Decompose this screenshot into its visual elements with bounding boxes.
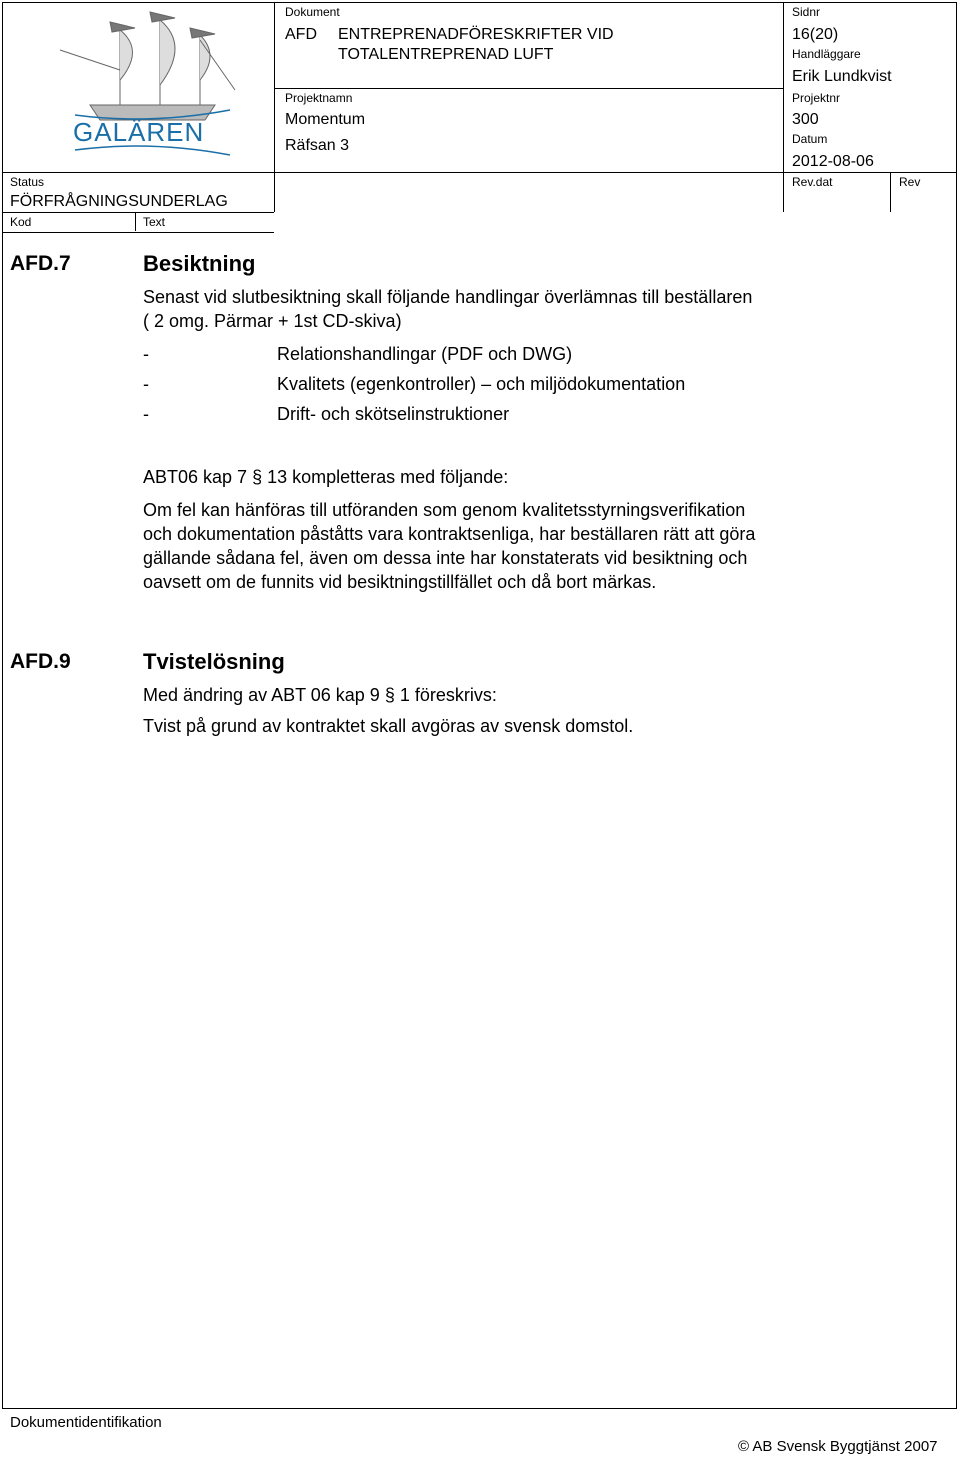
body-line: gällande sådana fel, även om dessa inte har konstaterats vid besiktning och (143, 548, 748, 568)
sidnr-value: 16(20) (792, 26, 839, 43)
intro-line-2: ( 2 omg. Pärmar + 1st CD-skiva) (143, 311, 402, 331)
header-divider-status (2, 172, 957, 173)
text-label: Text (143, 215, 166, 229)
header-col-1 (274, 2, 275, 212)
projektnr-label: Projektnr (792, 91, 841, 105)
projektnamn-value-2: Räfsan 3 (285, 137, 350, 154)
body-line: och dokumentation påståtts vara kontraktsenliga, har beställaren rätt att göra (143, 524, 756, 544)
dokument-title-line-2: TOTALENTREPRENAD LUFT (338, 46, 554, 63)
kod-text-divider (135, 213, 136, 231)
abt-reference: ABT06 kap 7 § 13 kompletteras med följande: (143, 467, 509, 487)
status-value: FÖRFRÅGNINGSUNDERLAG (10, 193, 228, 210)
status-label: Status (10, 175, 45, 189)
bullet-text: Relationshandlingar (PDF och DWG) (277, 344, 573, 364)
footer-copyright: © AB Svensk Byggtjänst 2007 (738, 1438, 938, 1455)
projektnamn-value-1: Momentum (285, 111, 366, 128)
dokument-title-line-1: ENTREPRENADFÖRESKRIFTER VID (338, 26, 614, 43)
bullet-text: Drift- och skötselinstruktioner (277, 404, 510, 424)
bullet-dash: - (143, 344, 149, 364)
kod-label: Kod (10, 215, 32, 229)
sidnr-label: Sidnr (792, 5, 821, 19)
footer-document-id: Dokumentidentifikation (10, 1414, 162, 1431)
datum-label: Datum (792, 132, 828, 146)
logo-text: GALÄREN (73, 117, 205, 147)
section-title-tvistelosning: Tvistelösning (143, 649, 285, 674)
header-divider-projektnamn (274, 88, 783, 89)
projektnr-value: 300 (792, 111, 819, 128)
dokument-label: Dokument (285, 5, 340, 19)
dokument-code: AFD (285, 26, 317, 43)
bullet-dash: - (143, 404, 149, 424)
tvist-line-1: Med ändring av ABT 06 kap 9 § 1 föreskrivs: (143, 685, 497, 705)
handlaggare-value: Erik Lundkvist (792, 68, 892, 85)
body-line: Om fel kan hänföras till utföranden som genom kvalitetsstyrningsverifikation (143, 500, 746, 520)
bullet-dash: - (143, 374, 149, 394)
header-col-3 (890, 172, 891, 212)
rev-label: Rev (899, 175, 921, 189)
intro-line-1: Senast vid slutbesiktning skall följande handlingar överlämnas till beställaren (143, 287, 753, 307)
revdat-label: Rev.dat (792, 175, 833, 189)
section-code-afd7: AFD.7 (10, 252, 71, 275)
section-code-afd9: AFD.9 (10, 650, 71, 673)
header-divider-bottom (2, 232, 274, 233)
section-title-besiktning: Besiktning (143, 251, 256, 276)
datum-value: 2012-08-06 (792, 153, 874, 170)
body-line: oavsett om de funnits vid besiktningstillfället och då bort märkas. (143, 572, 657, 592)
bullet-text: Kvalitets (egenkontroller) – och miljödokumentation (277, 374, 686, 394)
header-divider-kod (2, 212, 274, 213)
header-col-2 (783, 2, 784, 212)
handlaggare-label: Handläggare (792, 47, 861, 61)
tvist-line-2: Tvist på grund av kontraktet skall avgöras av svensk domstol. (143, 716, 634, 736)
projektnamn-label: Projektnamn (285, 91, 353, 105)
